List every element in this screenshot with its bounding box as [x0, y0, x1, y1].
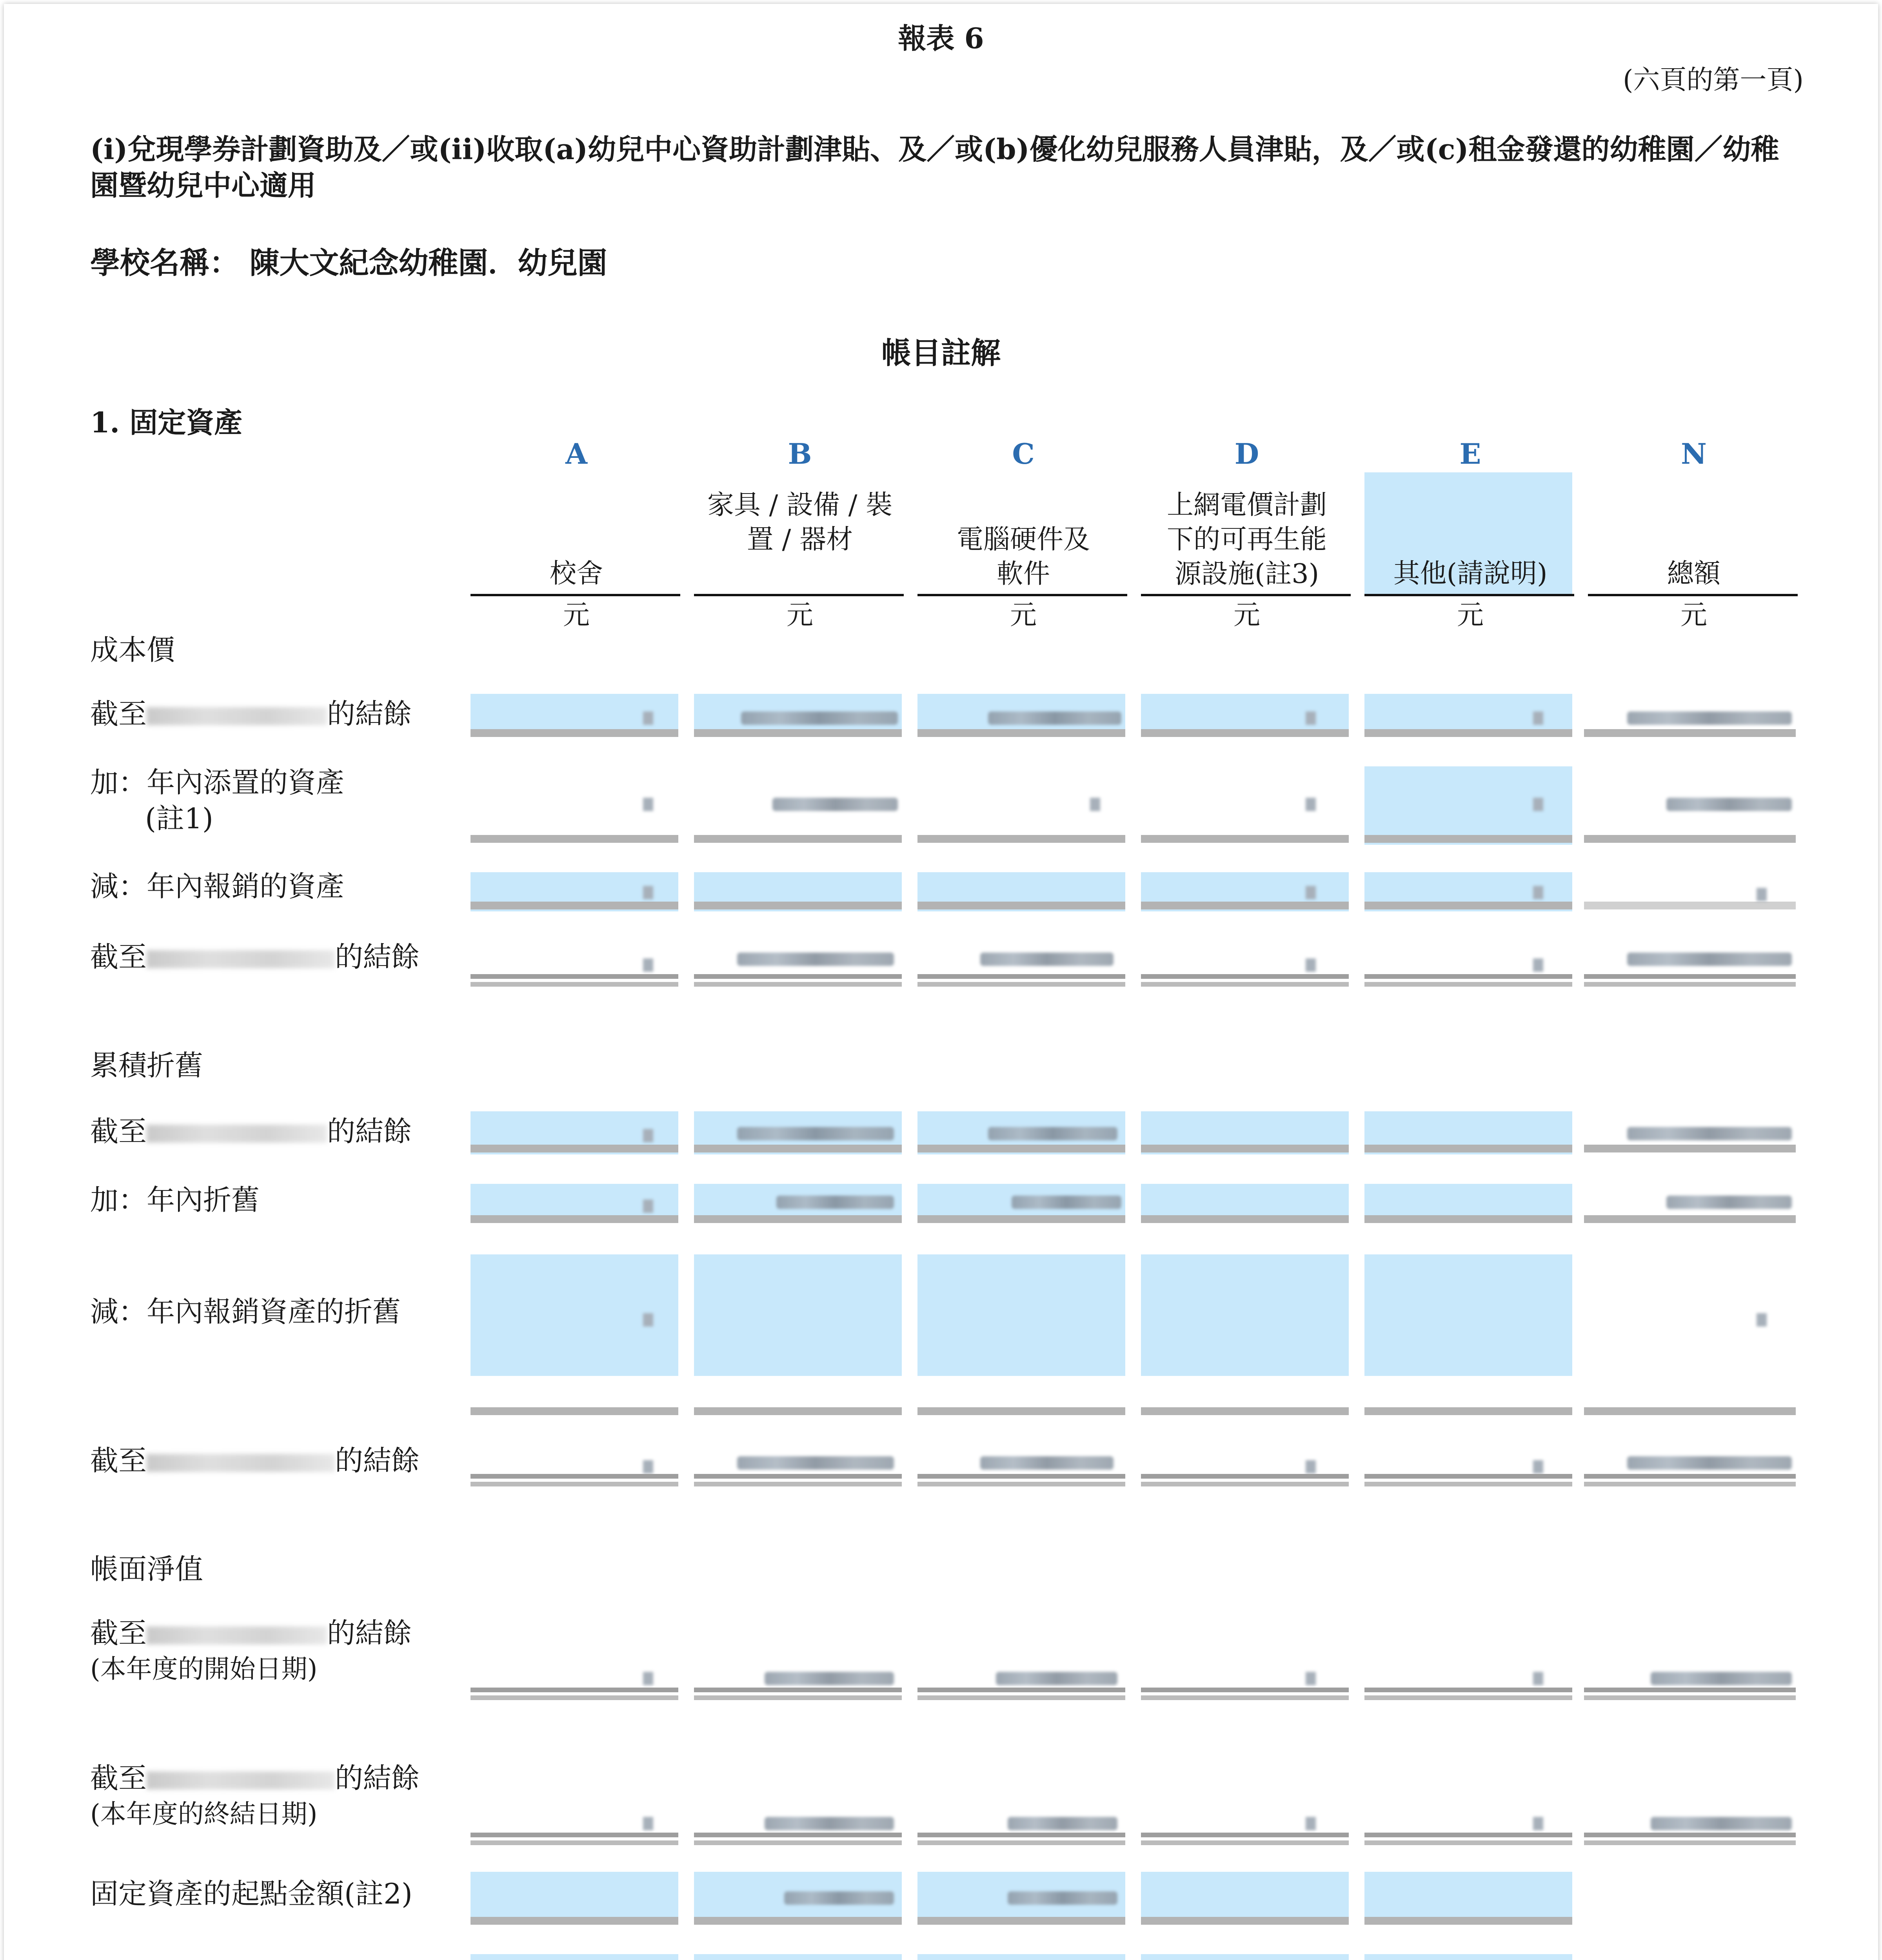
redacted-value — [741, 711, 898, 725]
rule — [1141, 1917, 1349, 1925]
section-title: 1. 固定資產 — [90, 406, 243, 439]
column-letter-e: E — [1459, 437, 1481, 470]
rule — [917, 982, 1125, 987]
rule — [1364, 835, 1572, 843]
rule — [470, 1474, 678, 1479]
rule — [694, 982, 902, 987]
rule — [694, 835, 902, 843]
rule — [1584, 835, 1796, 843]
cell-dep-rate-b[interactable] — [694, 1954, 902, 1960]
column-letter-a: A — [565, 437, 587, 470]
redacted-value — [772, 798, 898, 811]
rule — [1364, 902, 1572, 909]
rule — [470, 835, 678, 843]
row-suffix: 的結餘 — [327, 697, 412, 730]
column-letter-n: N — [1681, 437, 1707, 470]
rule — [917, 902, 1125, 909]
rule — [1141, 1407, 1349, 1415]
redacted-value — [1627, 1456, 1792, 1470]
row-prefix: 截至 — [90, 940, 147, 973]
rule — [917, 1688, 1125, 1692]
rule — [1141, 982, 1349, 987]
rule — [694, 902, 902, 909]
row-label-dep-additions: 加：年內折舊 — [90, 1183, 260, 1216]
row-suffix: 的結餘 — [327, 1617, 412, 1650]
rule — [470, 1407, 678, 1415]
rule — [1364, 1407, 1572, 1415]
rule — [917, 729, 1125, 737]
redacted-value — [1306, 711, 1316, 725]
rule — [1584, 1695, 1796, 1700]
rule — [917, 1145, 1125, 1152]
notes-title: 帳目註解 — [881, 336, 1001, 370]
rule — [470, 1482, 678, 1486]
redacted-value — [643, 958, 653, 972]
rule — [470, 1688, 678, 1692]
redacted-value — [776, 1196, 894, 1209]
row-suffix: 的結餘 — [335, 1762, 420, 1795]
redacted-value — [996, 1672, 1117, 1685]
group-label-cost: 成本價 — [90, 633, 175, 666]
cell-dep-disposals-c[interactable] — [917, 1254, 1125, 1376]
row-label-cost-disposals: 減：年內報銷的資產 — [90, 870, 345, 903]
cell-dep-rate-c[interactable] — [917, 1954, 1125, 1960]
cell-dep-disposals-e[interactable] — [1364, 1254, 1572, 1376]
redacted-value — [1533, 711, 1543, 725]
cell-dep-disposals-b[interactable] — [694, 1254, 902, 1376]
redacted-date — [147, 1626, 327, 1644]
redacted-value — [643, 1129, 653, 1142]
column-heading-d: 上網電價計劃 下的可再生能 源設施(註3) — [1166, 490, 1327, 590]
rule — [470, 902, 678, 909]
rule — [1364, 1215, 1572, 1223]
row-note: (本年度的開始日期) — [90, 1654, 318, 1684]
cell-dep-rate-e[interactable] — [1364, 1954, 1572, 1960]
redacted-value — [988, 1127, 1117, 1140]
rule — [1141, 1145, 1349, 1152]
rule — [917, 1840, 1125, 1845]
redacted-value — [1651, 1817, 1792, 1830]
rule — [1584, 1145, 1796, 1152]
rule — [1141, 974, 1349, 979]
rule — [917, 835, 1125, 843]
rule — [1364, 982, 1572, 987]
rule — [1141, 1474, 1349, 1479]
rule — [694, 1833, 902, 1837]
row-label-dep-opening — [90, 1113, 412, 1149]
redacted-value — [980, 953, 1114, 966]
row-text: 加：年內添置的資產 — [90, 766, 345, 799]
column-heading-b: 家具 / 設備 / 裝置 / 器材 — [707, 490, 893, 555]
row-suffix: 的結餘 — [327, 1115, 412, 1148]
redacted-value — [1533, 1817, 1543, 1830]
column-letter-b: B — [788, 437, 812, 470]
school-label: 學校名稱： — [90, 245, 239, 280]
rule — [917, 1482, 1125, 1486]
report-title: 報表 6 — [898, 22, 984, 55]
redacted-value — [1533, 886, 1543, 899]
column-heading-n: 總額 — [1667, 558, 1720, 589]
column-letter-d: D — [1234, 437, 1259, 470]
rule — [1584, 902, 1796, 909]
row-prefix: 截至 — [90, 697, 147, 730]
redacted-value — [1627, 711, 1792, 725]
redacted-value — [1306, 958, 1316, 972]
rule — [694, 974, 902, 979]
redacted-value — [1008, 1817, 1117, 1830]
rule — [1584, 1474, 1796, 1479]
column-unit-b: 元 — [786, 600, 813, 631]
rule — [1141, 1833, 1349, 1837]
redacted-value — [765, 1817, 894, 1830]
rule — [470, 1695, 678, 1700]
rule — [1364, 1840, 1572, 1845]
row-label-cost-closing — [90, 939, 420, 975]
rule — [1141, 1695, 1349, 1700]
rule — [1364, 974, 1572, 979]
rule — [470, 974, 678, 979]
redacted-value — [1533, 798, 1543, 811]
redacted-date — [147, 1125, 327, 1143]
redacted-value — [643, 1460, 653, 1474]
row-prefix: 截至 — [90, 1444, 147, 1477]
redacted-value — [643, 798, 653, 811]
cell-threshold-d[interactable] — [1141, 1872, 1349, 1923]
column-unit-n: 元 — [1680, 600, 1707, 631]
row-label-depreciation-rate — [90, 1958, 233, 1960]
rule — [1141, 729, 1349, 737]
redacted-value — [765, 1672, 894, 1685]
column-unit-c: 元 — [1010, 600, 1037, 631]
redacted-value — [1666, 1196, 1792, 1209]
rule — [1141, 902, 1349, 909]
redacted-value — [1651, 1672, 1792, 1685]
rule — [1141, 1688, 1349, 1692]
column-letter-c: C — [1012, 437, 1035, 470]
row-prefix: 截至 — [90, 1762, 147, 1795]
rule — [1364, 1145, 1572, 1152]
redacted-value — [1306, 1460, 1316, 1474]
rule — [1364, 1482, 1572, 1486]
column-heading-c: 電腦硬件及 軟件 — [956, 524, 1090, 590]
rule — [917, 1474, 1125, 1479]
rule — [1364, 1833, 1572, 1837]
rule — [470, 1145, 678, 1152]
rule — [470, 1840, 678, 1845]
column-unit-a: 元 — [563, 600, 590, 631]
row-prefix: 截至 — [90, 1115, 147, 1148]
row-label-threshold: 固定資產的起點金額(註2) — [90, 1877, 412, 1910]
redacted-value — [1757, 1313, 1767, 1327]
row-prefix: 截至 — [90, 1617, 147, 1650]
rule — [694, 1695, 902, 1700]
redacted-value — [737, 1456, 894, 1470]
rule — [917, 1407, 1125, 1415]
row-label-nbv-opening — [90, 1615, 412, 1687]
redacted-value — [737, 1127, 894, 1140]
rule — [470, 982, 678, 987]
redacted-value — [980, 1456, 1114, 1470]
redacted-value — [643, 1313, 653, 1327]
redacted-value — [1306, 1672, 1316, 1685]
rule — [1141, 1482, 1349, 1486]
redacted-value — [1533, 1460, 1543, 1474]
redacted-value — [1008, 1891, 1117, 1905]
redacted-value — [784, 1891, 894, 1905]
redacted-value — [1306, 798, 1316, 811]
rule — [917, 974, 1125, 979]
redacted-value — [1533, 1672, 1543, 1685]
redacted-value — [737, 953, 894, 966]
rule — [694, 1917, 902, 1925]
rule — [917, 1917, 1125, 1925]
rule — [470, 1833, 678, 1837]
rule — [694, 729, 902, 737]
rule — [1141, 1215, 1349, 1223]
rule — [694, 1145, 902, 1152]
group-label-nbv: 帳面淨值 — [90, 1553, 203, 1586]
rule — [1364, 1917, 1572, 1925]
redacted-value — [643, 1200, 653, 1213]
school-name-line — [90, 239, 607, 282]
column-unit-e: 元 — [1457, 600, 1484, 631]
rule — [1584, 1688, 1796, 1692]
rule — [470, 1917, 678, 1925]
rule — [694, 1215, 902, 1223]
rule — [917, 1215, 1125, 1223]
redacted-value — [988, 711, 1121, 725]
row-label-nbv-closing — [90, 1760, 420, 1832]
redacted-value — [643, 1672, 653, 1685]
rule — [1584, 1407, 1796, 1415]
redacted-date — [147, 1771, 335, 1789]
column-heading-e: 其他(請說明) — [1393, 558, 1548, 589]
redacted-value — [1627, 953, 1792, 966]
rule — [1584, 1215, 1796, 1223]
redacted-value — [643, 886, 653, 899]
row-label-dep-closing — [90, 1443, 420, 1479]
redacted-date — [147, 950, 335, 968]
redacted-value — [1090, 798, 1100, 811]
column-unit-d: 元 — [1233, 600, 1260, 631]
rule — [917, 1833, 1125, 1837]
row-label-cost-additions — [90, 764, 344, 837]
column-heading-a: 校舍 — [549, 558, 603, 589]
cell-dep-rate-a[interactable] — [470, 1954, 678, 1960]
rule — [1364, 1695, 1572, 1700]
redacted-value — [643, 1817, 653, 1830]
rule — [1141, 1840, 1349, 1845]
rule — [470, 1215, 678, 1223]
rule — [1584, 1840, 1796, 1845]
rule — [1364, 729, 1572, 737]
rule — [694, 1407, 902, 1415]
row-label-cost-opening — [90, 696, 412, 732]
applicability-heading: (i)兌現學券計劃資助及／或(ii)收取(a)幼兒中心資助計劃津貼、及／或(b)優化幼兒服務人員津貼，及／或(c)租金發還的幼稚園／幼稚園暨幼兒中心適用 — [90, 132, 1779, 202]
rule — [917, 1695, 1125, 1700]
rule — [694, 1688, 902, 1692]
row-suffix: 的結餘 — [335, 940, 420, 973]
rule — [694, 1482, 902, 1486]
cell-dep-rate-d[interactable] — [1141, 1954, 1349, 1960]
redacted-date — [147, 707, 327, 725]
redacted-value — [1306, 886, 1316, 899]
school-name: 陳大文紀念幼稚園．幼兒園 — [249, 245, 607, 280]
cell-dep-disposals-d[interactable] — [1141, 1254, 1349, 1376]
rule — [1584, 729, 1796, 737]
rule — [1584, 974, 1796, 979]
rule — [1141, 835, 1349, 843]
group-label-depreciation: 累積折舊 — [90, 1049, 203, 1082]
rule — [1364, 1688, 1572, 1692]
rule — [470, 729, 678, 737]
rule — [1584, 1833, 1796, 1837]
row-suffix: 的結餘 — [335, 1444, 420, 1477]
row-label-dep-disposals: 減：年內報銷資產的折舊 — [90, 1295, 401, 1328]
rule — [1584, 1482, 1796, 1486]
redacted-value — [1627, 1127, 1792, 1140]
redacted-value — [1306, 1817, 1316, 1830]
cell-threshold-e[interactable] — [1364, 1872, 1572, 1923]
rule — [694, 1840, 902, 1845]
redacted-value — [1012, 1196, 1121, 1209]
redacted-value — [1533, 958, 1543, 972]
redacted-value — [1666, 798, 1792, 811]
page-of-indicator: (六頁的第一頁) — [1622, 65, 1804, 96]
rule — [694, 1474, 902, 1479]
row-note: (註1) — [145, 802, 213, 835]
redacted-date — [147, 1454, 335, 1472]
cell-threshold-a[interactable] — [470, 1872, 678, 1923]
rule — [1364, 1474, 1572, 1479]
redacted-value — [1757, 888, 1767, 901]
rule — [1584, 982, 1796, 987]
row-note: (本年度的終結日期) — [90, 1799, 318, 1829]
redacted-value — [643, 711, 653, 725]
